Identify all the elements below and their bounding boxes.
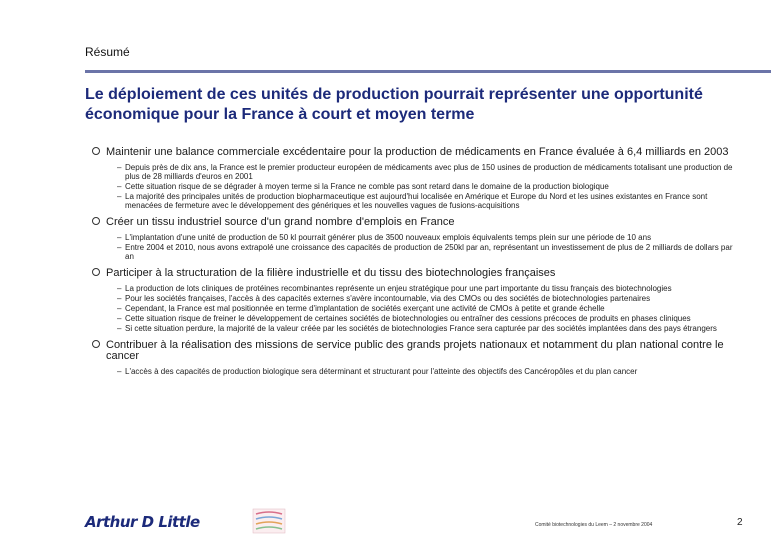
sub-bullet-text: La majorité des principales unités de production biopharmaceutique est aujourd'hui localisée en Amérique et Europe du Nord et les usines existantes en France sont menacées de fermeture avec le développement des génériques et les nouvelles vagues de fusions-acquisitions bbox=[125, 192, 708, 210]
top-rule bbox=[85, 70, 771, 73]
slide-headline: Le déploiement de ces unités de production pourrait représenter une opportunité économique pour la France à court et moyen terme bbox=[85, 86, 703, 123]
dash-bullet-icon: – bbox=[117, 324, 122, 333]
dash-bullet-icon: – bbox=[117, 182, 122, 191]
sub-bullet-text: L'implantation d'une unité de production de 50 kl pourrait générer plus de 3500 nouveaux emplois équivalents temps plein sur une période de 10 ans bbox=[125, 233, 652, 242]
bullet-text: Contribuer à la réalisation des missions de service public des grands projets nationaux et notamment du plan national contre le cancer bbox=[106, 339, 724, 362]
bullet-item bbox=[92, 147, 742, 210]
hollow-circle-bullet-icon bbox=[92, 268, 100, 276]
sub-bullet bbox=[92, 314, 742, 323]
sub-bullet bbox=[92, 284, 742, 293]
sub-bullet-list bbox=[92, 284, 742, 333]
bullet-item bbox=[92, 217, 742, 261]
hollow-circle-bullet-icon bbox=[92, 147, 100, 155]
sub-bullet-text: Cependant, la France est mal positionnée en terme d'implantation de sociétés exerçant une activité de CMOs à petite et grande échelle bbox=[125, 304, 605, 313]
dash-bullet-icon: – bbox=[117, 243, 122, 252]
dash-bullet-icon: – bbox=[117, 192, 122, 201]
leem-emblem-icon bbox=[252, 508, 286, 534]
sub-bullet bbox=[92, 233, 742, 242]
sub-bullet bbox=[92, 163, 742, 181]
sub-bullet bbox=[92, 294, 742, 303]
hollow-circle-bullet-icon bbox=[92, 217, 100, 225]
bullet-point bbox=[92, 147, 742, 158]
sub-bullet bbox=[92, 367, 742, 376]
dash-bullet-icon: – bbox=[117, 163, 122, 172]
sub-bullet-list bbox=[92, 367, 742, 376]
dash-bullet-icon: – bbox=[117, 367, 122, 376]
footer-caption: Comité biotechnologies du Leem – 2 novembre 2004 bbox=[535, 522, 653, 528]
bullet-text: Maintenir une balance commerciale excédentaire pour la production de médicaments en France évaluée à 6,4 milliards en 2003 bbox=[106, 146, 729, 158]
section-label: Résumé bbox=[85, 45, 130, 59]
dash-bullet-icon: – bbox=[117, 314, 122, 323]
dash-bullet-icon: – bbox=[117, 284, 122, 293]
sub-bullet-text: L'accès à des capacités de production biologique sera déterminant et structurant pour l'atteinte des objectifs des Cancéropôles et du plan cancer bbox=[125, 367, 638, 376]
bullet-item bbox=[92, 340, 742, 376]
bullet-point bbox=[92, 340, 742, 362]
bullet-list bbox=[92, 147, 742, 383]
hollow-circle-bullet-icon bbox=[92, 340, 100, 348]
dash-bullet-icon: – bbox=[117, 304, 122, 313]
page-number: 2 bbox=[737, 517, 743, 528]
sub-bullet bbox=[92, 304, 742, 313]
sub-bullet bbox=[92, 182, 742, 191]
sub-bullet-text: Cette situation risque de se dégrader à moyen terme si la France ne comble pas sont retard dans le domaine de la production biologique bbox=[125, 182, 609, 191]
dash-bullet-icon: – bbox=[117, 294, 122, 303]
sub-bullet-text: Si cette situation perdure, la majorité de la valeur créée par les sociétés de biotechnologies France sera capturée par des sociétés implantées dans des pays étrangers bbox=[125, 324, 717, 333]
bullet-item bbox=[92, 268, 742, 333]
sub-bullet-text: Pour les sociétés françaises, l'accès à des capacités externes s'avère incontournable, via des CMOs ou des sociétés de biotechnologies partenaires bbox=[125, 294, 651, 303]
sub-bullet bbox=[92, 243, 742, 261]
bullet-text: Créer un tissu industriel source d'un grand nombre d'emplois en France bbox=[106, 216, 455, 228]
sub-bullet-list bbox=[92, 233, 742, 261]
bullet-point bbox=[92, 217, 742, 228]
bullet-point bbox=[92, 268, 742, 279]
sub-bullet-text: La production de lots cliniques de protéines recombinantes représente un enjeu stratégique pour une part importante du tissu français des biotechnologies bbox=[125, 284, 672, 293]
sub-bullet bbox=[92, 324, 742, 333]
bullet-text: Participer à la structuration de la filière industrielle et du tissu des biotechnologies françaises bbox=[106, 267, 556, 279]
sub-bullet bbox=[92, 192, 742, 210]
dash-bullet-icon: – bbox=[117, 233, 122, 242]
arthur-d-little-logo: Arthur D Little bbox=[85, 513, 200, 531]
sub-bullet-text: Cette situation risque de freiner le développement de certaines sociétés de biotechnologies ou entraîner des cessions précoces de produits en phases cliniques bbox=[125, 314, 691, 323]
sub-bullet-list bbox=[92, 163, 742, 210]
sub-bullet-text: Depuis près de dix ans, la France est le premier producteur européen de médicaments avec plus de 150 usines de production de médicaments totalisant une production de plus de 28 milliards d'euros en 2001 bbox=[125, 163, 733, 181]
sub-bullet-text: Entre 2004 et 2010, nous avons extrapolé une croissance des capacités de production de 250kl par an, représentant un investissement de plus de 2 milliards de dollars par an bbox=[125, 243, 733, 261]
